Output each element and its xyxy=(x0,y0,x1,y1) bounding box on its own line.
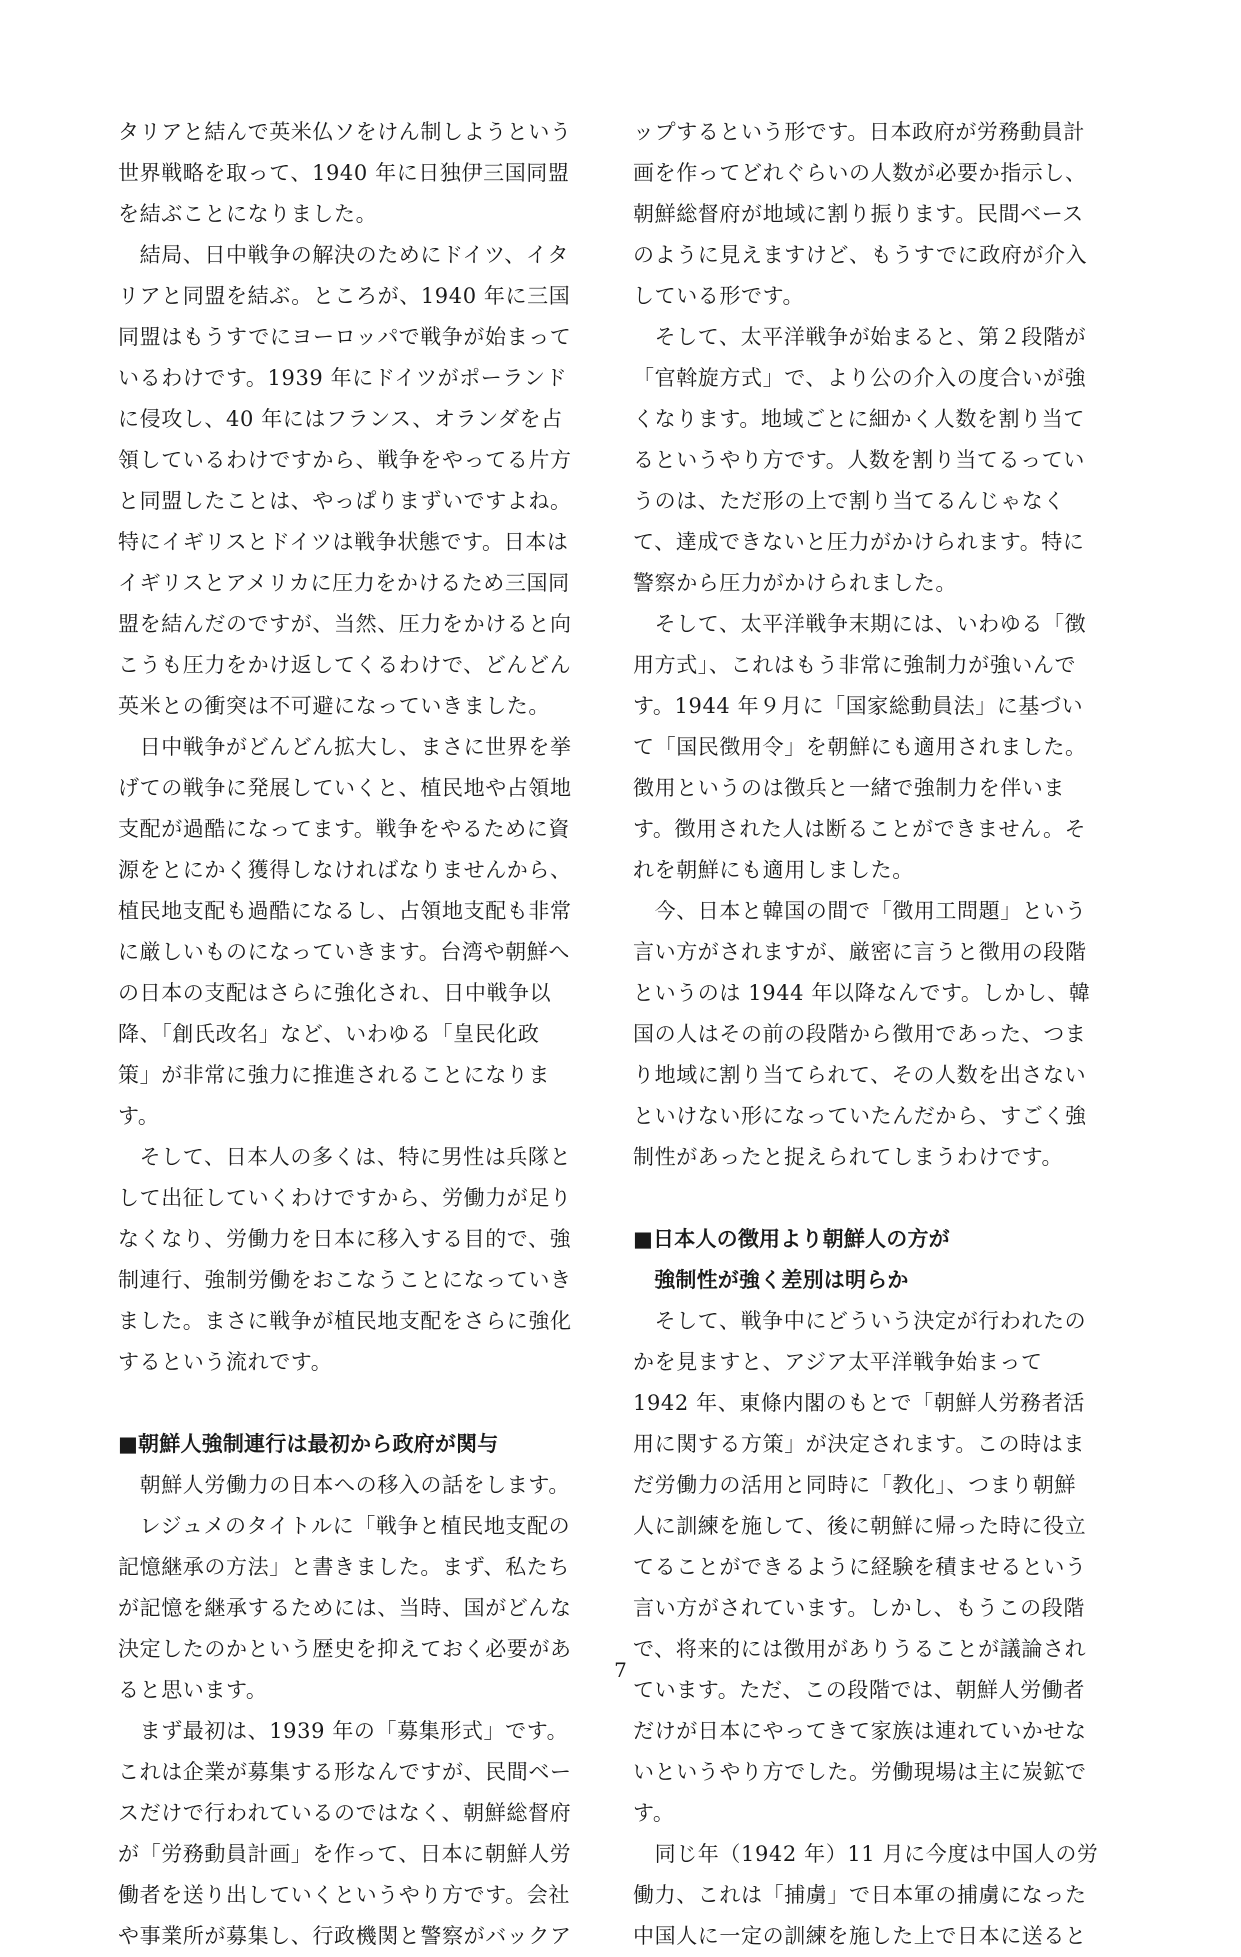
text-line: 用に関する方策」が決定されます。この時はま xyxy=(633,1432,1085,1456)
text-line: てることができるように経験を積ませるという xyxy=(633,1555,1087,1579)
text-line: ると思います。 xyxy=(118,1678,268,1702)
page-number: 7 xyxy=(614,1658,627,1682)
text-line: 徴用というのは徴兵と一緒で強制力を伴いま xyxy=(633,776,1065,800)
text-line: るというやり方です。人数を割り当てるってい xyxy=(633,448,1085,472)
text-line: 降、「創氏改名」など、いわゆる「皇民化政 xyxy=(118,1022,540,1046)
text-line: に侵攻し、40 年にはフランス、オランダを占 xyxy=(118,407,563,431)
text-line: 支配が過酷になってます。戦争をやるために資 xyxy=(118,817,570,841)
text-line: そして、太平洋戦争が始まると、第２段階が xyxy=(633,325,1087,349)
text-line: 人に訓練を施して、後に朝鮮に帰った時に役立 xyxy=(633,1514,1087,1538)
text-line: 働者を送り出していくというやり方です。会社 xyxy=(118,1883,570,1907)
text-line: が記憶を継承するためには、当時、国がどんな xyxy=(118,1596,572,1620)
text-line: 警察から圧力がかけられました。 xyxy=(633,571,957,595)
text-line: 領しているわけですから、戦争をやってる片方 xyxy=(118,448,572,472)
text-line: これは企業が募集する形なんですが、民間ベー xyxy=(118,1760,572,1784)
text-line: している形です。 xyxy=(633,284,805,308)
text-line: 言い方がされますが、厳密に言うと徴用の段階 xyxy=(633,940,1087,964)
text-line: するという流れです。 xyxy=(118,1350,333,1374)
text-line: 朝鮮総督府が地域に割り振ります。民間ベース xyxy=(633,202,1084,226)
text-line: 植民地支配も過酷になるし、占領地支配も非常 xyxy=(118,899,572,923)
text-line: れを朝鮮にも適用しました。 xyxy=(633,858,914,882)
text-line: ています。ただ、この段階では、朝鮮人労働者 xyxy=(633,1678,1085,1702)
text-line: 英米との衝突は不可避になっていきました。 xyxy=(118,694,550,718)
text-line: 言い方がされています。しかし、もうこの段階 xyxy=(633,1596,1085,1620)
text-line: 同盟はもうすでにヨーロッパで戦争が始まって xyxy=(118,325,572,349)
paragraph-spacer xyxy=(633,1178,1128,1219)
text-line: レジュメのタイトルに「戦争と植民地支配の xyxy=(118,1514,571,1538)
text-line: ました。まさに戦争が植民地支配をさらに強化 xyxy=(118,1309,572,1333)
text-line: の日本の支配はさらに強化され、日中戦争以 xyxy=(118,981,552,1005)
text-line: して出征していくわけですから、労働力が足り xyxy=(118,1186,572,1210)
text-line: 働力、これは「捕虜」で日本軍の捕虜になった xyxy=(633,1883,1087,1907)
section-heading: ■朝鮮人強制連行は最初から政府が関与 xyxy=(118,1432,499,1456)
text-line: 国の人はその前の段階から徴用であった、つま xyxy=(633,1022,1087,1046)
text-line: そして、日本人の多くは、特に男性は兵隊と xyxy=(118,1145,572,1169)
text-line: て、達成できないと圧力がかけられます。特に xyxy=(633,530,1085,554)
text-line: だ労働力の活用と同時に「教化」、つまり朝鮮 xyxy=(633,1473,1077,1497)
text-line: のように見えますけど、もうすでに政府が介入 xyxy=(633,243,1088,267)
section-heading: 強制性が強く差別は明らか xyxy=(633,1268,909,1292)
text-line: 日中戦争がどんどん拡大し、まさに世界を挙 xyxy=(118,735,572,759)
text-line: こうも圧力をかけ返してくるわけで、どんどん xyxy=(118,653,572,677)
text-line: 制性があったと捉えられてしまうわけです。 xyxy=(633,1145,1064,1169)
text-line: 画を作ってどれぐらいの人数が必要か指示し、 xyxy=(633,161,1087,185)
text-line: で、将来的には徴用がありうることが議論され xyxy=(633,1637,1087,1661)
text-line: 特にイギリスとドイツは戦争状態です。日本は xyxy=(118,530,569,554)
text-line: というのは 1944 年以降なんです。しかし、韓 xyxy=(633,981,1091,1005)
text-line: 制連行、強制労働をおこなうことになっていき xyxy=(118,1268,572,1292)
text-line: す。 xyxy=(633,1801,675,1825)
text-line: げての戦争に発展していくと、植民地や占領地 xyxy=(118,776,572,800)
text-line: 今、日本と韓国の間で「徴用工問題」という xyxy=(633,899,1087,923)
text-line: や事業所が募集し、行政機関と警察がバックア xyxy=(118,1924,572,1948)
text-line: タリアと結んで英米仏ソをけん制しようという xyxy=(118,120,572,144)
text-line: そして、戦争中にどういう決定が行われたの xyxy=(633,1309,1087,1333)
text-line: そして、太平洋戦争末期には、いわゆる「徴 xyxy=(633,612,1087,636)
text-line: り地域に割り当てられて、その人数を出さない xyxy=(633,1063,1087,1087)
text-line: 世界戦略を取って、1940 年に日独伊三国同盟 xyxy=(118,161,570,185)
text-line: なくなり、労働力を日本に移入する目的で、強 xyxy=(118,1227,572,1251)
text-line: だけが日本にやってきて家族は連れていかせな xyxy=(633,1719,1087,1743)
text-line: 朝鮮人労働力の日本への移入の話をします。 xyxy=(118,1473,570,1497)
text-line: 用方式」、これはもう非常に強制力が強いんで xyxy=(633,653,1077,677)
text-line: す。 xyxy=(118,1104,160,1128)
text-line: いというやり方でした。労働現場は主に炭鉱で xyxy=(633,1760,1087,1784)
text-line: 盟を結んだのですが、当然、圧力をかけると向 xyxy=(118,612,572,636)
text-line: イギリスとアメリカに圧力をかけるため三国同 xyxy=(118,571,570,595)
text-line: に厳しいものになっていきます。台湾や朝鮮へ xyxy=(118,940,570,964)
text-line: す。1944 年９月に「国家総動員法」に基づい xyxy=(633,694,1084,718)
text-line: が「労務動員計画」を作って、日本に朝鮮人労 xyxy=(118,1842,572,1866)
text-line: 決定したのかという歴史を抑えておく必要があ xyxy=(118,1637,572,1661)
text-line: まず最初は、1939 年の「募集形式」です。 xyxy=(118,1719,569,1743)
text-line: 策」が非常に強力に推進されることになりま xyxy=(118,1063,550,1087)
text-line: 「官斡旋方式」で、より公の介入の度合いが強 xyxy=(633,366,1087,390)
text-line: 同じ年（1942 年）11 月に今度は中国人の労 xyxy=(633,1842,1099,1866)
text-line: 記憶継承の方法」と書きました。まず、私たち xyxy=(118,1555,570,1579)
text-line: 中国人に一定の訓練を施した上で日本に送ると xyxy=(633,1924,1087,1948)
text-line: す。徴用された人は断ることができません。そ xyxy=(633,817,1087,841)
text-line: 1942 年、東條内閣のもとで「朝鮮人労務者活 xyxy=(633,1391,1085,1415)
text-line: といけない形になっていたんだから、すごく強 xyxy=(633,1104,1087,1128)
text-line: 結局、日中戦争の解決のためにドイツ、イタ xyxy=(118,243,570,267)
text-line: 源をとにかく獲得しなければなりませんから、 xyxy=(118,858,572,882)
section-heading: ■日本人の徴用より朝鮮人の方が xyxy=(633,1227,950,1251)
text-line: リアと同盟を結ぶ。ところが、1940 年に三国 xyxy=(118,284,571,308)
text-line: いるわけです。1939 年にドイツがポーランド xyxy=(118,366,568,390)
text-line: ップするという形です。日本政府が労務動員計 xyxy=(633,120,1085,144)
text-line: を結ぶことになりました。 xyxy=(118,202,378,226)
text-line: かを見ますと、アジア太平洋戦争始まって xyxy=(633,1350,1043,1374)
text-line: て「国民徴用令」を朝鮮にも適用されました。 xyxy=(633,735,1087,759)
text-line: くなります。地域ごとに細かく人数を割り当て xyxy=(633,407,1085,431)
text-line: スだけで行われているのではなく、朝鮮総督府 xyxy=(118,1801,572,1825)
paragraph-spacer xyxy=(118,1383,613,1424)
text-line: うのは、ただ形の上で割り当てるんじゃなく xyxy=(633,489,1065,513)
text-line: と同盟したことは、やっぱりまずいですよね。 xyxy=(118,489,572,513)
